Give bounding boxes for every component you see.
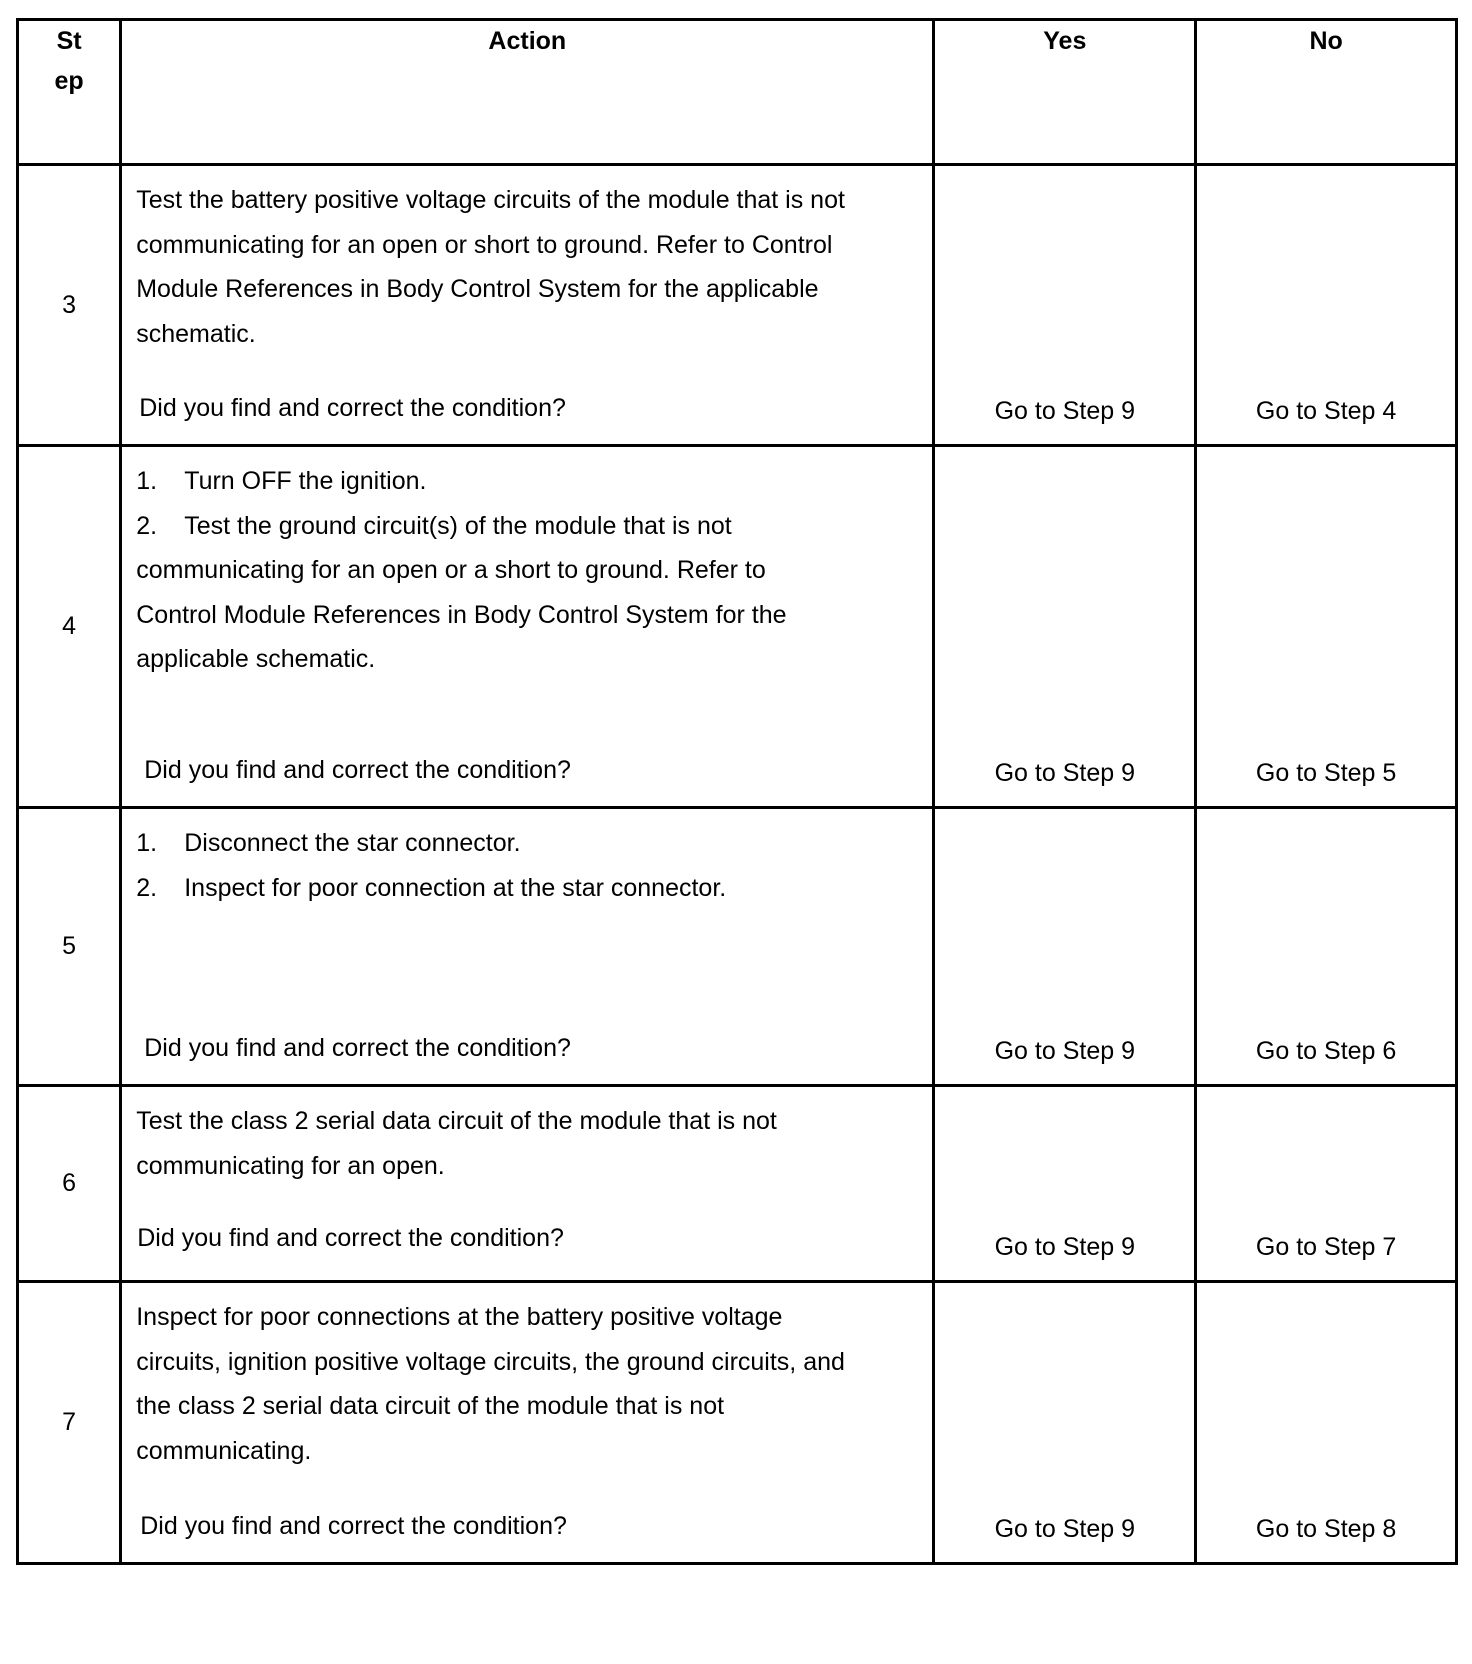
step-number: 5 [18,808,121,1086]
action-list-item [136,821,846,866]
table-row-step-6 [18,1086,1457,1282]
action-question: Did you find and correct the condition? [144,1033,571,1062]
diagnostic-table [16,18,1458,1565]
header-row [18,20,1457,165]
no-cell [1196,808,1457,1086]
header-no: No [1196,20,1457,165]
step-number: 3 [18,165,121,446]
action-question: Did you find and correct the condition? [144,755,571,784]
no-cell [1196,1282,1457,1564]
table-row-step-4 [18,446,1457,808]
action-text: Inspect for poor connections at the battery positive voltage circuits, ignition positive voltage circuits, the ground circuits, and the class 2 serial data circuit of the module that is not communicating. [136,1303,845,1465]
list-item-text: Test the ground circuit(s) of the module that is not communicating for an open or a short to ground. Refer to Control Module References in Body Control System for the applicable schematic. [136,511,787,673]
list-item-text: Inspect for poor connection at the star connector. [184,873,727,902]
header-step [18,20,121,165]
yes-cell [934,1086,1196,1282]
table-row-step-5 [18,808,1457,1086]
action-list-item [136,504,846,682]
action-list [136,821,846,910]
action-question: Did you find and correct the condition? [140,1511,567,1540]
header-step-part2: ep [54,67,84,95]
step-number: 6 [18,1086,121,1282]
action-text: Test the battery positive voltage circuits of the module that is not communicating for an open or short to ground. Refer to Control Module References in Body Control System for the applicable schematic. [136,186,845,348]
yes-cell [934,1282,1196,1564]
action-cell [121,808,934,1086]
yes-result: Go to Step 9 [994,1233,1135,1261]
table-row-step-3 [18,165,1457,446]
no-result: Go to Step 4 [1255,397,1397,425]
no-result: Go to Step 7 [1255,1233,1397,1261]
no-cell [1196,446,1457,808]
header-yes: Yes [934,20,1196,165]
no-result: Go to Step 6 [1255,1037,1397,1065]
action-cell [121,446,934,808]
yes-cell [934,446,1196,808]
list-item-text: Disconnect the star connector. [184,829,521,857]
action-list-item [136,459,846,504]
step-number: 4 [18,446,121,808]
yes-result: Go to Step 9 [994,1037,1135,1065]
no-cell [1196,1086,1457,1282]
yes-result: Go to Step 9 [994,1515,1135,1543]
header-step-part1: St [56,27,82,55]
action-question: Did you find and correct the condition? [137,1223,564,1252]
yes-result: Go to Step 9 [994,397,1135,425]
action-text: Test the class 2 serial data circuit of the module that is not communicating for an open. [136,1107,777,1180]
no-cell [1196,165,1457,446]
action-question: Did you find and correct the condition? [139,393,566,422]
list-item-number: 2. [136,511,158,540]
yes-result: Go to Step 9 [994,759,1135,787]
action-list-item [136,866,846,911]
action-cell [121,1086,934,1282]
header-action: Action [121,20,934,165]
yes-cell [934,165,1196,446]
no-result: Go to Step 5 [1255,759,1397,787]
action-cell [121,1282,934,1564]
list-item-text: Turn OFF the ignition. [184,467,427,495]
list-item-number: 1. [136,467,158,495]
yes-cell [934,808,1196,1086]
step-number: 7 [18,1282,121,1564]
no-result: Go to Step 8 [1255,1515,1397,1543]
action-cell [121,165,934,446]
table-row-step-7 [18,1282,1457,1564]
action-list [136,459,846,682]
list-item-number: 1. [136,829,158,857]
list-item-number: 2. [136,873,158,902]
